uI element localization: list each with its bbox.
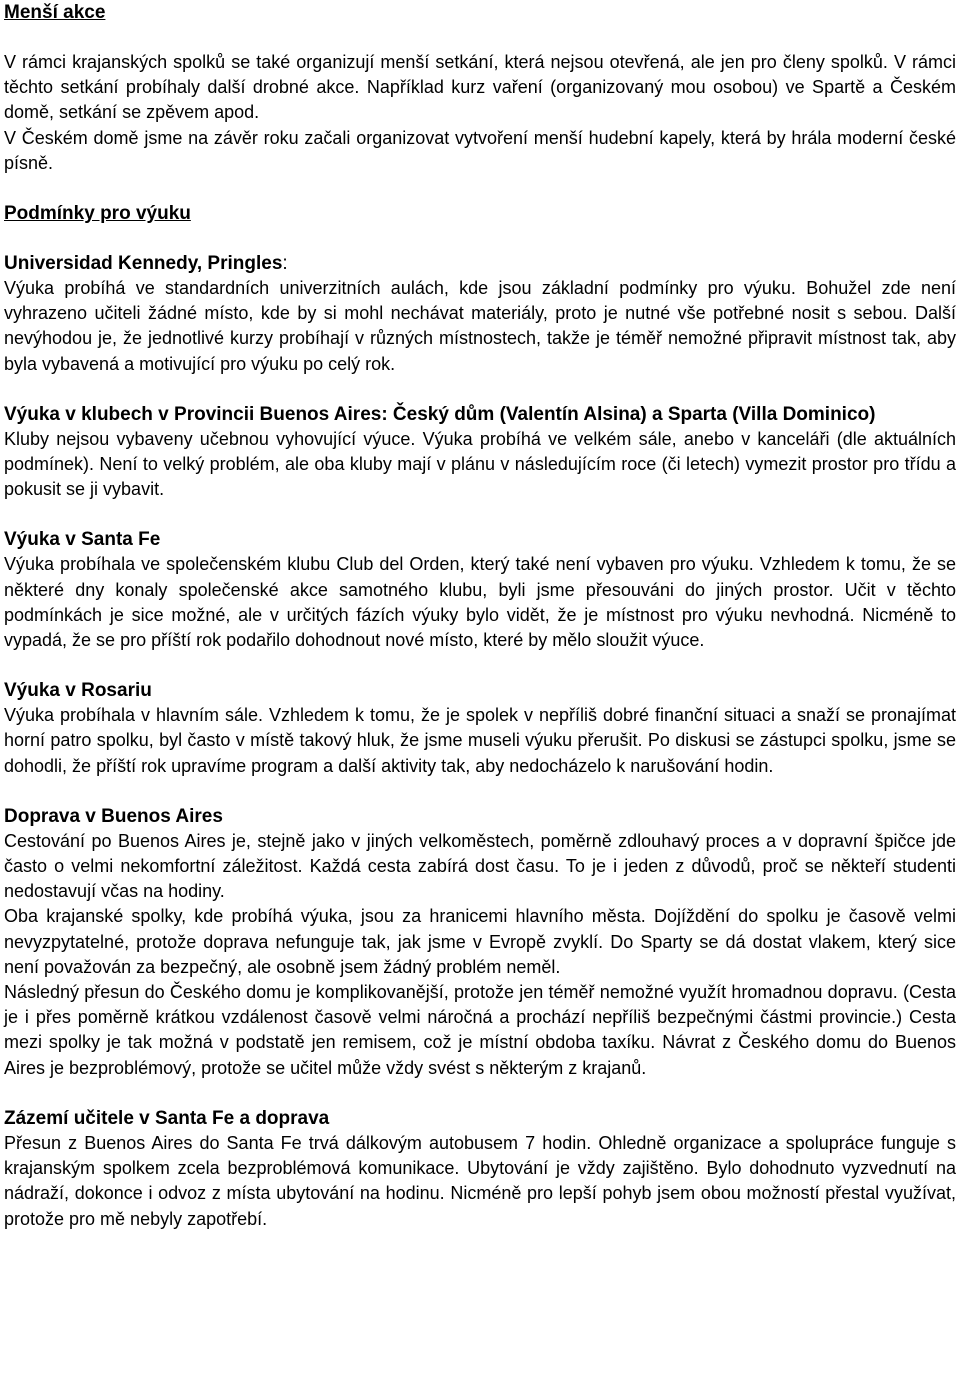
paragraph-vyuka-santa-fe: Výuka probíhala ve společenském klubu Club del Orden, který také není vybaven pro výuku. Vzhledem k tomu, že se některé dny konaly společenské akce samotného klubu, byli jsme přesouváni do jiných prostor. Učit v těchto podmínkách je sice možné, ale v určitých fázích výuky bylo vidět, že je místnost pro výuku nevhodná. Nicméně to vypadá, že se pro příští rok podařilo dohodnout nové místo, které by mělo sloužit výuce. bbox=[4, 554, 956, 651]
spacer bbox=[4, 377, 956, 402]
subheading-universidad-kennedy-text: Universidad Kennedy, Pringles bbox=[4, 253, 283, 275]
subheading-vyuka-v-klubech: Výuka v klubech v Provincii Buenos Aires: Český dům (Valentín Alsina) a Sparta (Villa Dominico) bbox=[4, 403, 876, 425]
subheading-zazemi-ucitele: Zázemí učitele v Santa Fe a doprava bbox=[4, 1107, 330, 1129]
spacer bbox=[4, 779, 956, 804]
paragraph-doprava-2: Oba krajanské spolky, kde probíhá výuka, jsou za hranicemi hlavního města. Dojíždění do spolku je časově velmi nevyzpytatelné, protože doprava nefunguje tak, jak jsme v Evropě zvyklí. Do Sparty se dá dostat vlakem, který sice není považován za bezpečný, ale osobně jsem žádný problém neměl. bbox=[4, 906, 956, 977]
paragraph-mensi-akce-2: V Českém domě jsme na závěr roku začali organizovat vytvoření menší hudební kapely, která by hrála moderní české písně. bbox=[4, 127, 956, 173]
paragraph-doprava-1: Cestování po Buenos Aires je, stejně jako v jiných velkoměstech, poměrně zdlouhavý proces a v dopravní špičce jde často o velmi nekomfortní záležitost. Každá cesta zabírá dost času. To je i jeden z důvodů, proč se někteří studenti nedostavují včas na hodiny. bbox=[4, 830, 956, 902]
section-heading-mensi-akce: Menší akce bbox=[4, 2, 106, 23]
spacer bbox=[4, 226, 956, 251]
subheading-vyuka-rosario: Výuka v Rosariu bbox=[4, 680, 152, 702]
subheading-colon: : bbox=[282, 253, 288, 275]
paragraph-vyuka-v-klubech: Kluby nejsou vybaveny učebnou vyhovující výuce. Výuka probíhá ve velkém sále, anebo v kanceláři (dle aktuálních podmínek). Není to velký problém, ale oba kluby mají v plánu v následujícím roce (či letech) vymezit prostor pro třídu a pokusit se ji vybavit. bbox=[4, 428, 956, 500]
paragraph-doprava-3: Následný přesun do Českého domu je komplikovanější, protože jen téměř nemožné využít hromadnou dopravu. (Cesta je i přes poměrně krátkou vzdálenost časově velmi náročná a prochází nepříliš bezpečnými částmi provincie.) Cesta mezi spolky je tak možná v podstatě jen remisem, což je místní obdoba taxíku. Návrat z Českého domu do Buenos Aires je bezproblémový, protože se učitel může vždy svést s některým z krajanů. bbox=[4, 982, 956, 1078]
subheading-doprava-buenos-aires: Doprava v Buenos Aires bbox=[4, 805, 223, 827]
subheading-universidad-kennedy bbox=[4, 251, 956, 276]
spacer bbox=[4, 25, 956, 50]
paragraph-vyuka-rosario: Výuka probíhala v hlavním sále. Vzhledem k tomu, že je spolek v nepříliš dobré finanční situaci a snaží se pronajímat horní patro spolku, byl často v místě takový hluk, že jsme museli výuku přerušit. Po diskusi se zástupci spolku, jsme se dohodli, že příští rok upravíme program a další aktivity tak, aby nedocházelo k narušování hodin. bbox=[4, 705, 956, 776]
paragraph-zazemi-ucitele: Přesun z Buenos Aires do Santa Fe trvá dálkovým autobusem 7 hodin. Ohledně organizace a spolupráce funguje s krajanským spolkem zcela bezproblémová komunikace. Ubytování je vždy zajištěno. Bylo dohodnuto vyzvednutí na nádraží, dokonce i odvoz z místa ubytování na hodinu. Nicméně pro lepší pohyb jsem obou možností přestal využívat, protože pro mě nebyly zapotřebí. bbox=[4, 1132, 956, 1229]
subheading-vyuka-santa-fe: Výuka v Santa Fe bbox=[4, 529, 161, 551]
paragraph-universidad-kennedy: Výuka probíhá ve standardních univerzitních aulách, kde jsou základní podmínky pro výuku. Bohužel zde není vyhrazeno učiteli žádné místo, kde by si mohl nechávat materiály, proto je nutné vše potřebné nosit s sebou. Další nevýhodou je, že jednotlivé kurzy probíhají v různých místnostech, takže je téměř nemožné připravit místnost tak, aby byla vybavená a motivující pro výuku po celý rok. bbox=[4, 278, 956, 374]
spacer bbox=[4, 502, 956, 527]
section-heading-podminky: Podmínky pro výuku bbox=[4, 203, 191, 225]
spacer bbox=[4, 653, 956, 678]
spacer bbox=[4, 1081, 956, 1106]
paragraph-mensi-akce-1: V rámci krajanských spolků se také organizují menší setkání, která nejsou otevřená, ale jen pro členy spolků. V rámci těchto setkání probíhaly další drobné akce. Například kurz vaření (organizovaný mou osobou) ve Spartě a Českém domě, setkání se zpěvem apod. bbox=[4, 52, 956, 123]
spacer bbox=[4, 176, 956, 201]
